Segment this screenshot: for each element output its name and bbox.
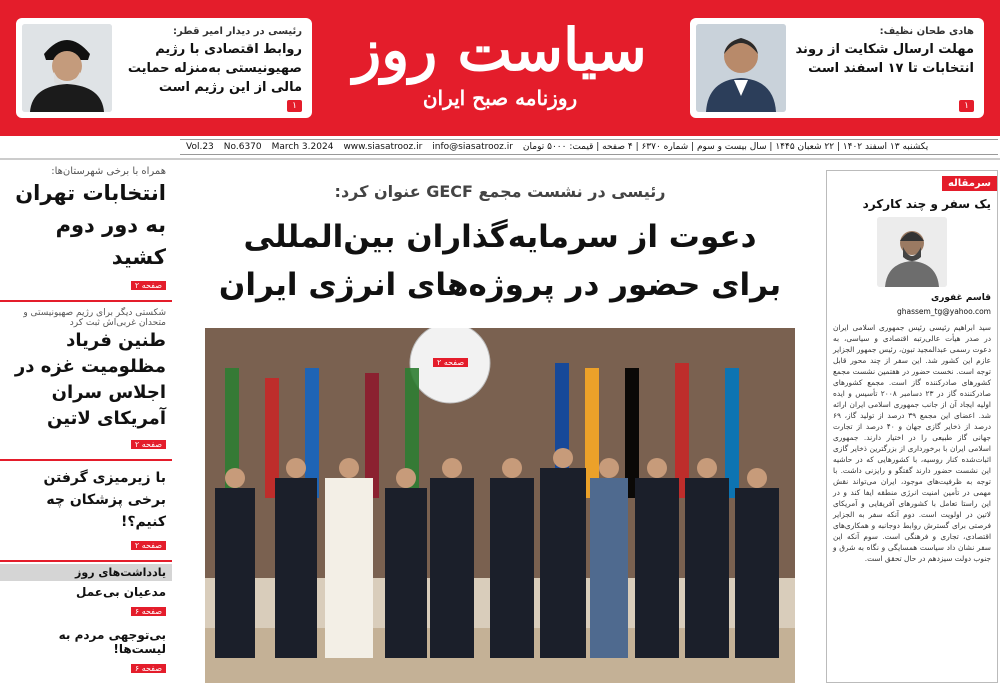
portrait-photo [696,24,786,112]
story-headline: طنین فریاد مظلومیت غزه در اجلاس سران آمریکای لاتین [14,330,166,429]
issue-number: No.6370 [223,142,262,152]
editorial-title: یک سفر و چند کارکرد [862,197,991,211]
left-story-2[interactable] [0,304,172,457]
page-badge: ۱ [959,100,974,112]
issue-info-bar [180,139,998,155]
newspaper-subtitle: روزنامه صبح ایران [422,86,578,110]
notes-section-title: یادداشت‌های روز [0,564,172,581]
website-link[interactable]: www.siasatrooz.ir [343,142,423,152]
divider [0,158,1000,160]
main-kicker: رئیسی در نشست مجمع GECF عنوان کرد: [334,182,666,201]
left-column [0,162,172,683]
page-badge: صفحه ۲ [131,541,166,550]
story-kicker: شکستی دیگر برای رژیم صهیونیستی و متحدان غربی‌اش ثبت کرد [23,308,166,328]
divider [0,300,172,302]
date-en: March 3.2024 [271,142,334,152]
summit-group-photo [205,328,795,683]
teaser-headline: روابط اقتصادی با رژیم صهیونیستی به‌منزله حمایت مالی از این رژیم است [127,42,302,95]
note-headline: بی‌توجهی مردم به لیست‌ها! [58,628,166,656]
story-kicker: همراه با برخی شهرستان‌ها: [51,166,166,177]
main-headline-line2: برای حضور در پروژه‌های انرژی ایران [218,267,782,303]
editorial-column[interactable] [826,170,998,683]
divider [0,560,172,562]
header-teaser-left[interactable] [16,18,312,118]
author-email[interactable]: ghassem_tg@yahoo.com [896,307,991,316]
date-fa: یکشنبه ۱۳ اسفند ۱۴۰۲ | ۲۲ شعبان ۱۴۴۵ | سال بیست و سوم | شماره ۶۳۷۰ | ۴ صفحه | قیمت: ۵۰۰۰ تومان [522,142,929,152]
page-badge: صفحه ۲ [131,440,166,449]
volume: Vol.23 [186,142,214,152]
story-headline: با زیرمیزی گرفتن برخی پزشکان چه کنیم؟! [43,470,166,530]
main-story[interactable] [205,168,795,683]
portrait-photo [22,24,112,112]
divider [0,459,172,461]
author-name: قاسم غفوری [930,293,991,303]
story-headline: انتخابات تهران به دور دوم کشید [15,181,166,269]
editorial-body: سید ابراهیم رئیسی رئیس جمهوری اسلامی ایران در صدر هیأت عالی‌رتبه اقتصادی و سیاسی، به دعوت رسمی عبدالمجید تبون، رئیس جمهور الجزایر عازم این کشور شد. این سفر از چند محور قابل توجه است. نخست حضور در هفتمین نشست مجمع کشورهای صادرکننده گاز است. مجمع کشورهای صادرکننده گاز در ۲۳ دسامبر ۲۰۰۸ تأسیس و ایده اولیه ایجاد آن از جانب جمهوری اسلامی ایران ارائه شد. اعضای این مجمع ۳۹ درصد از تولید گاز، ۶۹ درصد از ذخایر گازی جهان و ۴۰ درصد از تجارت جهانی گاز طبیعی را در اختیار دارند. جمهوری اسلامی ایران با برخورداری از بزرگترین ذخایر گازی اثبات‌شده کنار روسیه، با کشورهایی که در حاشیه این نشست حضور دارند گفتگو و رایزنی داشت. با توجه به ظرفیت‌های موجود، ایران می‌تواند نقش مهمی در تأمین امنیت انرژی منطقه ایفا کند و در این راستا تعامل با کشورهای آفریقایی و آمریکای لاتین در اولویت است. دوم آنکه سفر به الجزایر فرصتی برای گسترش روابط دوجانبه و همکاری‌های اقتصادی، تجاری و فرهنگی است. سوم آنکه این سفر نشان داد سیاست همسایگی و نگاه به شرق و جنوب دولت سیزدهم در حال تحقق است. [833,323,991,563]
author-photo [877,217,947,287]
teaser-kicker: رئیسی در دیدار امیر قطر: [173,26,302,37]
email-link[interactable]: info@siasatrooz.ir [432,142,513,152]
masthead [320,10,680,110]
page-badge: صفحه ۶ [131,664,166,673]
note-item-1[interactable] [0,581,172,624]
page-badge: صفحه ۶ [131,607,166,616]
teaser-headline: مهلت ارسال شکایت از روند انتخابات تا ۱۷ اسفند است [795,42,974,76]
teaser-kicker: هادی طحان نظیف: [879,26,974,37]
main-headline-line1: دعوت از سرمایه‌گذاران بین‌المللی [243,219,757,255]
page-badge: صفحه ۲ [433,358,468,367]
page-badge: ۱ [287,100,302,112]
note-item-2[interactable] [0,624,172,681]
editorial-tag: سرمقاله [942,176,997,191]
page-badge: صفحه ۲ [131,281,166,290]
left-story-1[interactable] [0,162,172,298]
left-story-3[interactable] [0,463,172,558]
header-teaser-right[interactable] [690,18,984,118]
newspaper-title: سیاست روز [353,16,647,84]
note-headline: مدعیان بی‌عمل [76,585,166,599]
